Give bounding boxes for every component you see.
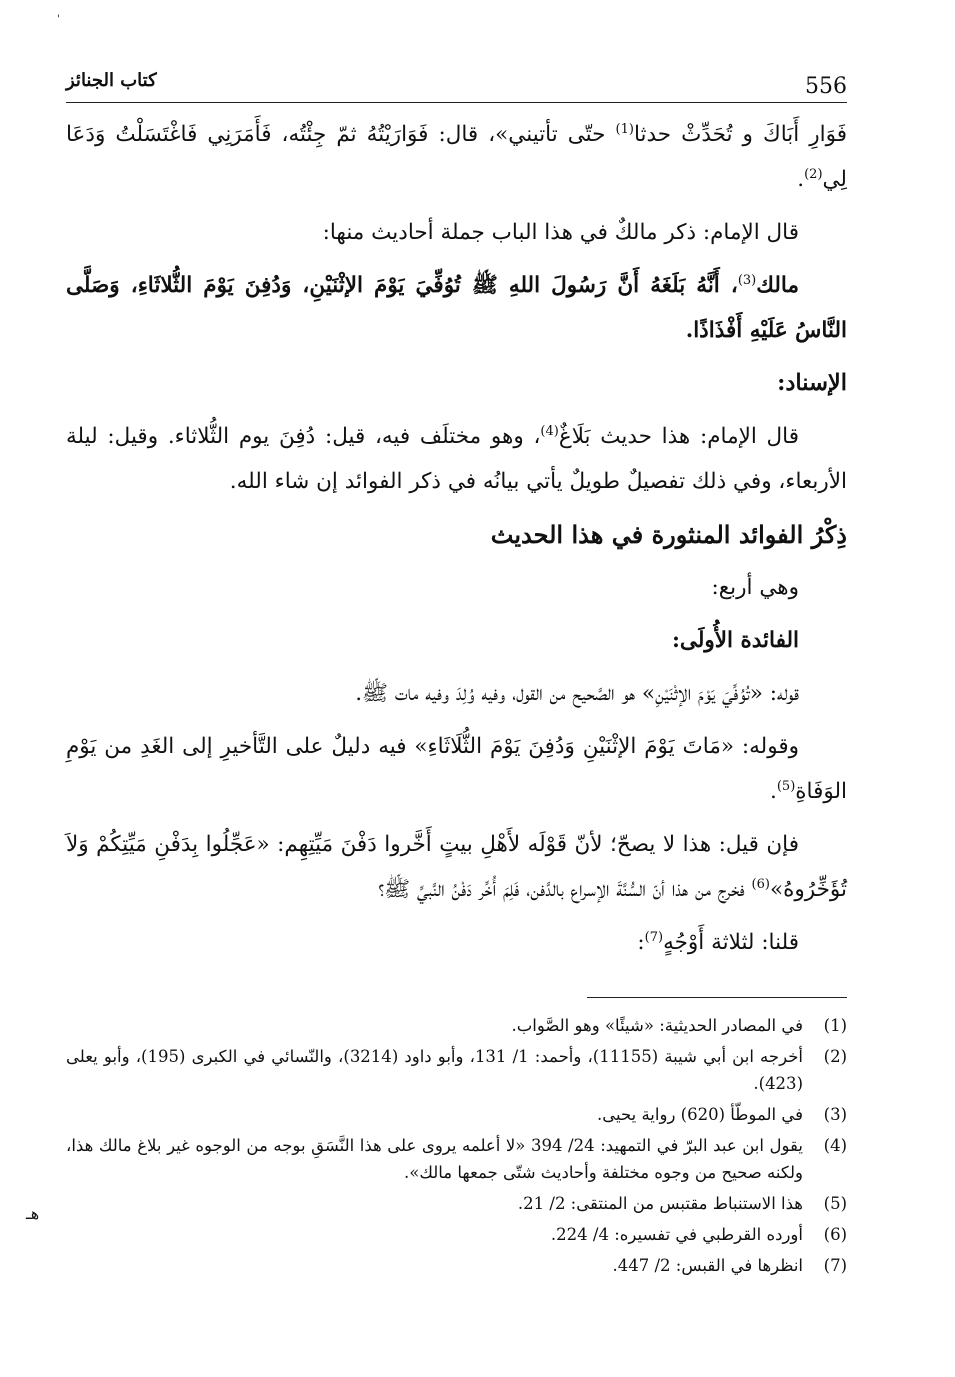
page-header — [66, 68, 847, 103]
footnote-ref[interactable]: (1) — [615, 121, 634, 137]
paragraph: قال الإمام: ذكر مالكٌ في هذا الباب جملة أحاديث منها: — [322, 220, 799, 245]
footnote-text: أخرجه ابن أبي شيبة (11155)، وأحمد: 1/ 131، وأبو داود (3214)، والنّسائي في الكبرى (195)، وأبو يعلى (423). — [66, 1047, 803, 1093]
paragraph: فإن قيل: هذا لا يصحّ؛ لأنّ قَوْلَه لأَهْلِ بيتٍ أَخَّروا دَفْنَ مَيِّتِهِم: «عَجِّلُوا بِدَفْنِ مَيِّتِكُمْ وَلاَ تُؤَخِّرُوهُ»$^{(6)}$ فخرج من هذا أنّ السُّنَّةَ الإسراع بالدَّفن، فَلِمَ أُخِّر دَفْنُ النَّبيِّ ﷺ؟ — [66, 832, 847, 902]
paragraph: قال الإمام: هذا حديث بَلَاغٌ$^{(4)}$، وهو مختلَف فيه، قيل: دُفِنَ يوم الثُّلاثاء. وقيل: ليلة الأربعاء، وفي ذلك تفصيلٌ طويلٌ يأتي بيانُه في ذكر الفوائد إن شاء الله. — [66, 423, 847, 494]
footnote-number: (3) — [823, 1105, 847, 1124]
margin-mark: ﻫـ — [26, 1204, 40, 1223]
footnote-ref[interactable]: (6) — [751, 876, 770, 892]
section-heading-isnad: الإسناد: — [777, 370, 847, 396]
footnote-ref[interactable]: (4) — [540, 423, 559, 439]
footnote-ref[interactable]: (5) — [776, 778, 796, 794]
footnotes — [66, 1012, 847, 1283]
footnote-text: انظرها في القبس: 2/ 447. — [612, 1256, 803, 1275]
footnote-ref[interactable]: (2) — [804, 166, 823, 182]
footnote-item — [66, 1190, 847, 1217]
footnote-text: أورده القرطبي في تفسيره: 4/ 224. — [550, 1225, 803, 1244]
main-text — [66, 112, 847, 973]
narrator-name: مالك — [756, 273, 799, 298]
footnote-text: في المصادر الحديثية: «شيئًا» وهو الصَّواب. — [511, 1016, 803, 1035]
footnote-text: هذا الاستنباط مقتبس من المنتقى: 2/ 21. — [517, 1194, 803, 1213]
page-number: 556 — [805, 74, 847, 99]
footnote-item — [66, 1012, 847, 1039]
paragraph: قلنا: لثلاثة أَوْجُهٍ$^{(7)}$: — [637, 929, 799, 955]
footnote-item — [66, 1221, 847, 1248]
footnote-number: (2) — [823, 1047, 847, 1066]
footnote-text: في الموطّأ (620) رواية يحيى. — [596, 1105, 803, 1124]
scan-mark: ' — [57, 14, 60, 25]
subheading-first-benefit: الفائدة الأُولَى: — [672, 628, 799, 653]
running-title: كتاب الجنائز — [66, 70, 157, 91]
paragraph: قوله: «تُوُفِّيَ يَوْمَ الإثْنَيْنِ» هو الصَّحيح من القول، وفيه وُلِدَ وفيه مات ﷺ. — [355, 681, 799, 706]
footnote-ref[interactable]: (7) — [644, 929, 664, 945]
paragraph: فَوَارِ أَبَاكَ و تُحَدِّثْ حدثا$^{(1)}$ حتّى تأتيني»، قال: فَوَارَيْتُهُ ثمّ جِئْتُه، فَأَمَرَنِي فَاغْتَسَلْتُ وَدَعَا لِي$^{(2)}$. — [66, 121, 847, 192]
footnote-number: (7) — [823, 1256, 847, 1275]
footnote-separator — [587, 997, 847, 998]
footnote-number: (4) — [823, 1136, 847, 1155]
footnote-ref[interactable]: (3) — [737, 272, 757, 288]
paragraph: وهي أربع: — [711, 575, 799, 600]
footnote-number: (5) — [823, 1194, 847, 1213]
footnote-item — [66, 1252, 847, 1279]
footnote-item — [66, 1132, 847, 1186]
footnote-number: (6) — [823, 1225, 847, 1244]
hadith-paragraph: مالك$^{(3)}$، أَنَّهُ بَلَغَهُ أَنَّ رَسُولَ اللهِ ﷺ تُوُفِّيَ يَوْمَ الإثْنَيْنِ، وَدُفِنَ يَوْمَ الثُّلاثَاءِ، وَصَلَّى النَّاسُ عَلَيْهِ أَفْذَاذًا. — [66, 272, 847, 343]
paragraph: وقوله: «مَاتَ يَوْمَ الإثْنَيْنِ وَدُفِنَ يَوْمَ الثُّلَاثَاءِ» فيه دليلٌ على التَّأخيرِ إلى الغَدِ من يَوْمِ الوَفَاةِ$^{(5)}$. — [66, 734, 847, 804]
footnote-item — [66, 1101, 847, 1128]
section-heading-fawaid: ذِكْرُ الفوائد المنثورة في هذا الحديث — [490, 520, 847, 549]
footnote-number: (1) — [823, 1016, 847, 1035]
footnote-item — [66, 1043, 847, 1097]
footnote-text: يقول ابن عبد البرّ في التمهيد: 24/ 394 «لا أعلمه يروى على هذا النَّسَقِ بوجه من الوجوه غير بلاغ مالك هذا، ولكنه صحيح من وجوه مختلفة وأحاديث شتّى جمعها مالك». — [66, 1136, 803, 1182]
